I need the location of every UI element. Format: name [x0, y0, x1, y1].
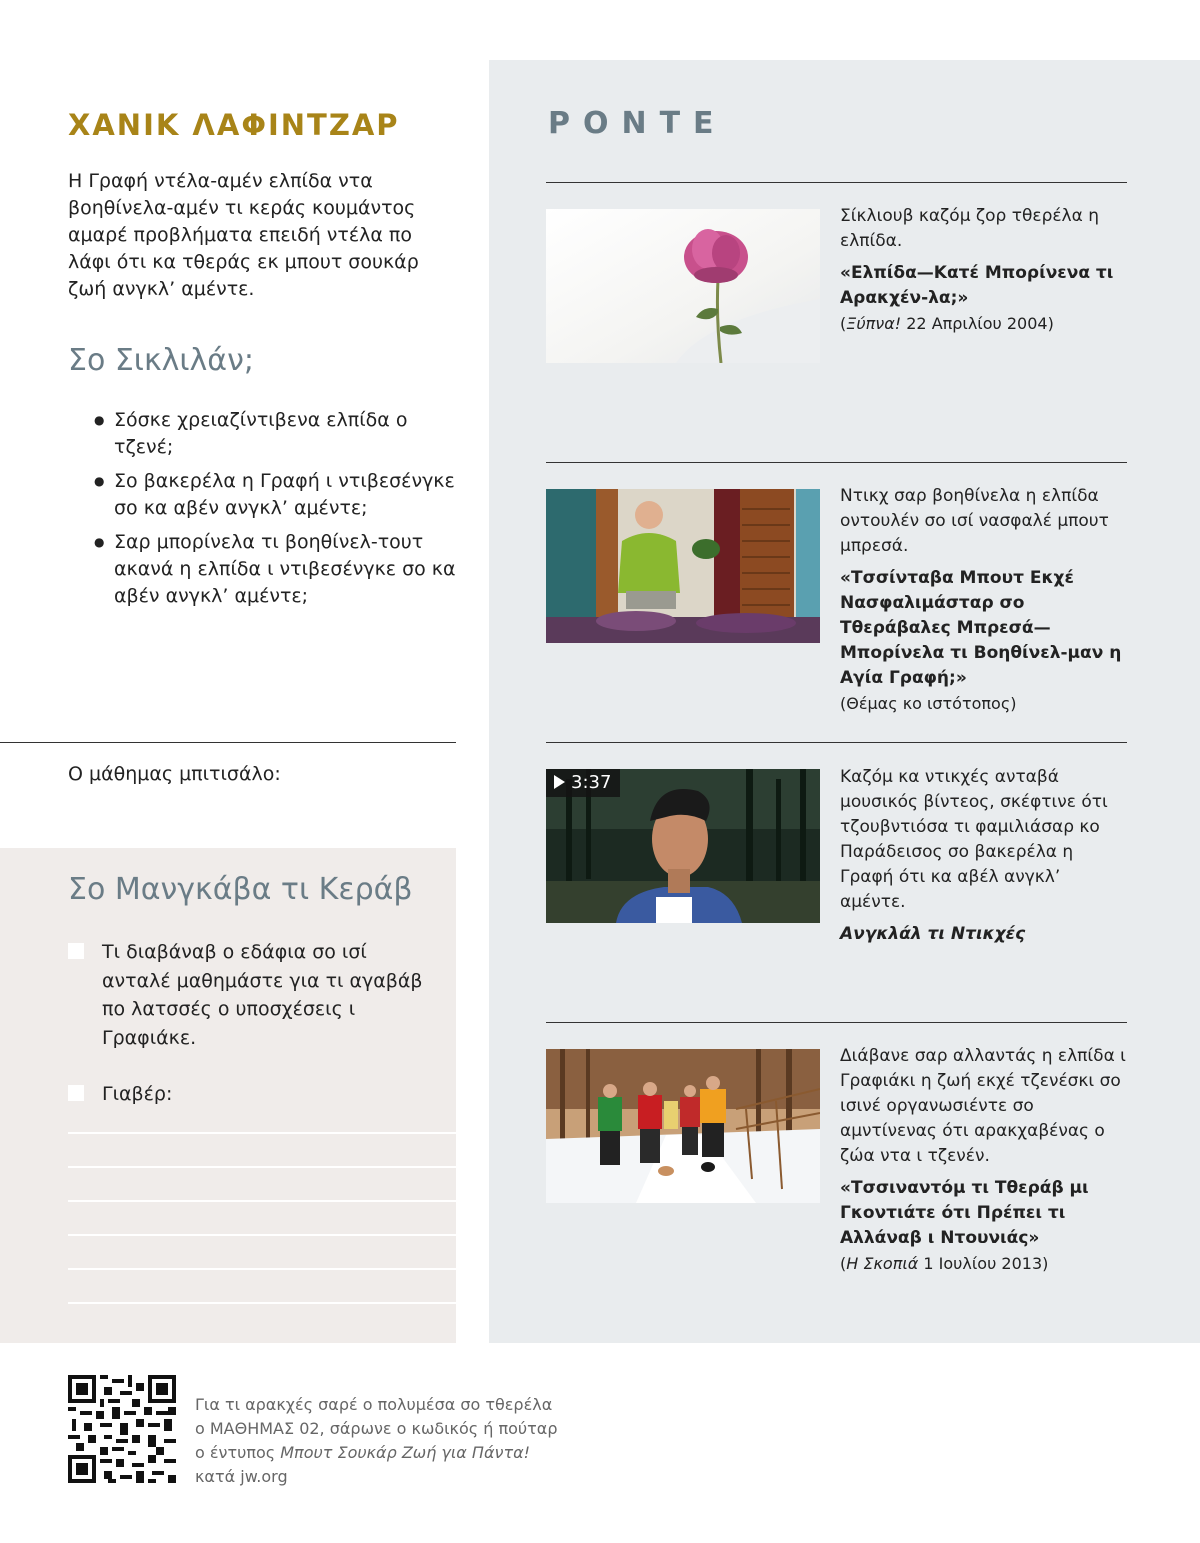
item-description: Καζόμ κα ντικχές ανταβά μουσικός βίντεος, σκέφτινε ότι τζουβντιόσα τι φαμιλιάσαρ κο Παράδεισος σο βακερέλα η Γραφή ότι κα αβέλ ανγκλ’ αμέντε.: [840, 767, 1108, 912]
lesson-title: ΧΑΝΙΚ ΛΑΦΙΝΤΖΑΡ: [68, 108, 400, 142]
divider: [546, 182, 1127, 183]
question-list: [94, 407, 464, 617]
source-paren: (: [840, 314, 847, 333]
source-date: 1 Ιουλίου 2013): [918, 1254, 1049, 1273]
footer-text: ο έντυπος: [195, 1443, 281, 1462]
write-line[interactable]: [68, 1166, 456, 1168]
write-line[interactable]: [68, 1234, 456, 1236]
question-item: ● Σο βακερέλα η Γραφή ι ντιβεσένγκε σο κα αβέν ανγκλ’ αμέντε;: [94, 468, 464, 522]
man-thumbnail[interactable]: [546, 489, 820, 643]
footer-line: Για τι αρακχές σαρέ ο πολυμέσα σο τθερέλα: [195, 1395, 553, 1414]
family-walk-thumbnail[interactable]: [546, 1049, 820, 1203]
question-item: ● Σόσκε χρειαζίντιβενα ελπίδα ο τζενέ;: [94, 407, 464, 461]
divider: [0, 742, 456, 743]
brochure-title: Μπουτ Σουκάρ Ζωή για Πάντα!: [280, 1443, 531, 1462]
video-link[interactable]: Ανγκλάλ τι Ντικχές: [840, 924, 1026, 944]
source-paren: (: [840, 1254, 847, 1273]
video-thumbnail[interactable]: [546, 769, 820, 923]
article-link[interactable]: «Ελπίδα—Κατέ Μπορίνενα τι Αρακχέν-λα;»: [840, 263, 1114, 308]
item-description: Ντικχ σαρ βοηθίνελα η ελπίδα οντουλέν σο ισί νασφαλέ μπουτ μπρεσά.: [840, 486, 1109, 556]
item-source: [840, 311, 1130, 336]
checkbox-icon[interactable]: [68, 943, 84, 959]
related-item-text: [840, 484, 1130, 716]
questions-heading: Σο Σικλιλάν;: [68, 343, 254, 378]
qr-code-icon[interactable]: [68, 1375, 176, 1483]
source-publication: Η Σκοπιά: [846, 1254, 919, 1273]
write-line[interactable]: [68, 1302, 456, 1304]
item-source: [840, 1251, 1130, 1276]
question-item: ● Σαρ μπορίνελα τι βοηθίνελ-τουτ ακανά η ελπίδα ι ντιβεσένγκε σο κα αβέν ανγκλ’ αμέντε;: [94, 529, 464, 610]
related-item-text: [840, 204, 1130, 336]
footer-line: ο ΜΑΘΗΜΑΣ 02, σάρωνε ο κωδικός ή πούταρ: [195, 1419, 558, 1438]
source-date: 22 Απριλίου 2004): [901, 314, 1054, 333]
footer-line: [195, 1441, 595, 1465]
check-item[interactable]: [68, 938, 428, 1052]
footer-line[interactable]: κατά jw.org: [195, 1467, 288, 1486]
check-item-label: Γιαβέρ:: [102, 1083, 173, 1105]
related-item-text: [840, 1044, 1130, 1276]
divider: [546, 742, 1127, 743]
flower-thumbnail[interactable]: [546, 209, 820, 363]
source-publication: Ξύπνα!: [846, 314, 902, 333]
next-steps-heading: Σο Μανγκάβα τι Κεράβ: [68, 872, 413, 907]
item-description: Σίκλιουβ καζόμ ζορ τθερέλα η ελπίδα.: [840, 206, 1100, 251]
video-duration: 3:37: [571, 772, 612, 793]
write-line[interactable]: [68, 1200, 456, 1202]
related-item-text: [840, 765, 1130, 947]
play-icon: [554, 775, 565, 789]
check-item[interactable]: [68, 1080, 428, 1109]
article-link[interactable]: «Τσσιναντόμ τι Τθεράβ μι Γκοντιάτε ότι Πρέπει τι Αλλάναβ ι Ντουνιάς»: [840, 1178, 1089, 1248]
explore-heading: ΡΟΝΤΕ: [548, 106, 727, 141]
video-duration-badge[interactable]: [546, 769, 620, 797]
check-item-label: Τι διαβάναβ ο εδάφια σο ισί ανταλέ μαθημάστε για τι αγαβάβ πο λατσσές ο υποσχέσεις ι Γραφιάκε.: [102, 941, 423, 1049]
checkbox-icon[interactable]: [68, 1085, 84, 1101]
footer-note: [195, 1393, 595, 1489]
lesson-completed-label: Ο μάθημας μπιτισάλο:: [68, 763, 281, 785]
intro-paragraph: Η Γραφή ντέλα-αμέν ελπίδα ντα βοηθίνελα-αμέν τι κεράς κουμάντος αμαρέ προβλήματα επειδή ντέλα πο λάφι ότι κα τθεράς εκ μπουτ σουκάρ ζωή ανγκλ’ αμέντε.: [68, 170, 419, 300]
write-line[interactable]: [68, 1132, 456, 1134]
write-line[interactable]: [68, 1268, 456, 1270]
article-link[interactable]: «Τσσίνταβα Μπουτ Εκχέ Νασφαλιμάσταρ σο Τθεράβαλες Μπρεσά—Μπορίνελα τι Βοηθίνελ-μαν η Αγία Γραφή;»: [840, 568, 1122, 688]
divider: [546, 1022, 1127, 1023]
item-source: (Θέμας κο ιστότοπος): [840, 694, 1017, 713]
divider: [546, 462, 1127, 463]
item-description: Διάβανε σαρ αλλαντάς η ελπίδα ι Γραφιάκι η ζωή εκχέ τζενέσκι σο ισινέ οργανωσιέντε σο αμντίνενας ότι αρακχαβένας ο ζώα ντα ι τζενέν.: [840, 1046, 1126, 1166]
